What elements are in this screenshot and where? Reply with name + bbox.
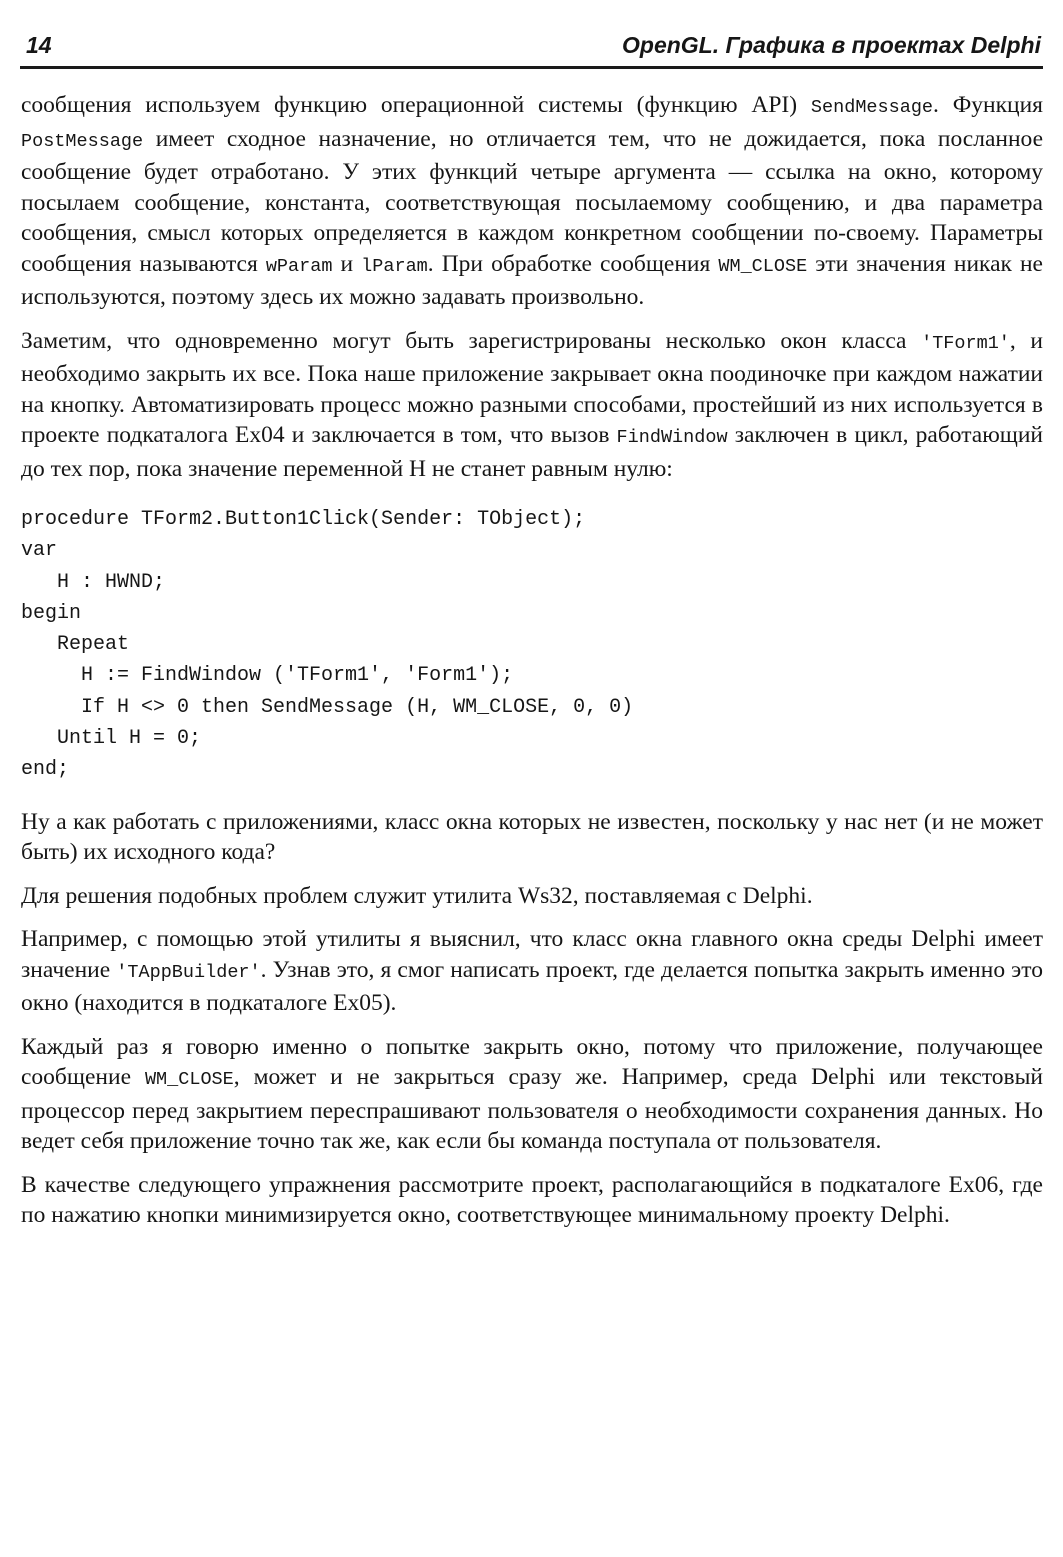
text: , может и не закрыться сразу же. Например, среда Delphi или текстовый процессор перед закрытием переспрашивают пользователя о необходимости сохранения данных. Но ведет себя приложение точно так же, как если бы команда поступала от пользователя. xyxy=(21,1064,1044,1155)
paragraph-2 xyxy=(21,326,1043,485)
text: . Узнав это, я смог написать проект, где делается попытка закрыть именно это окно (находится в подкаталоге Ex05). xyxy=(21,956,1043,1017)
inline-code-wm-close: WM_CLOSE xyxy=(144,1069,234,1091)
text: Заметим, что одновременно могут быть зарегистрированы несколько окон класса xyxy=(21,327,922,354)
text: Каждый раз я говорю именно о попытке закрыть окно, потому что приложение, получающее сообщение xyxy=(21,1033,1043,1091)
code-listing: procedure TForm2.Button1Click(Sender: TObject); var H : HWND; begin Repeat H := FindWindow ('TForm1', 'Form1'); If H <> 0 then SendMessage (H, WM_CLOSE, 0, 0) Until H = 0; end; xyxy=(21,508,634,782)
paragraph-1 xyxy=(21,90,1043,313)
inline-code-lparam: lParam xyxy=(361,255,428,277)
inline-code-findwindow: FindWindow xyxy=(616,427,728,448)
page-header xyxy=(20,30,1043,69)
page-body xyxy=(21,90,1043,1244)
page-number: 14 xyxy=(26,32,52,58)
text: В качестве следующего упражнения рассмотрите проект, располагающийся в подкаталоге Ex06, где по нажатию кнопки минимизируется окно, соответствующее минимальному проекту Delphi. xyxy=(21,1171,1043,1229)
paragraph-6 xyxy=(21,1032,1043,1157)
inline-code-sendmessage: SendMessage xyxy=(810,97,934,118)
paragraph-4 xyxy=(21,881,1043,912)
text: заключен в цикл, работающий до тех пор, пока значение переменной H не станет равным нулю: xyxy=(21,422,1044,482)
text: . При обработке сообщения xyxy=(427,250,719,277)
text: сообщения используем функцию операционной системы (функцию API) xyxy=(21,92,811,118)
paragraph-3 xyxy=(21,807,1043,868)
text: Ну а как работать с приложениями, класс окна которых не известен, поскольку у нас нет (и не может быть) их исходного кода? xyxy=(21,808,1043,866)
running-title: OpenGL. Графика в проектах Delphi xyxy=(622,32,1041,58)
text: Например, с помощью этой утилиты я выяснил, что класс окна главного окна среды Delphi имеет значение xyxy=(21,926,1043,983)
paragraph-7 xyxy=(21,1170,1043,1231)
text: . Функция xyxy=(933,92,1043,118)
paragraph-5 xyxy=(21,924,1043,1019)
inline-code-postmessage: PostMessage xyxy=(21,130,144,152)
text: и xyxy=(332,250,362,277)
text: эти значения никак не используются, поэтому здесь их можно задавать произвольно. xyxy=(21,250,1043,310)
inline-code-tappbuilder: 'TAppBuilder' xyxy=(116,961,261,983)
inline-code-tform1: 'TForm1' xyxy=(921,332,1010,354)
inline-code-wparam: wParam xyxy=(265,255,333,277)
inline-code-wm-close: WM_CLOSE xyxy=(718,255,808,277)
text: Для решения подобных проблем служит утилита Ws32, поставляемая с Delphi. xyxy=(21,882,813,909)
text: имеет сходное назначение, но отличается тем, что не дожидается, пока посланное сообщение будет отработано. У этих функций четыре аргумента — ссылка на окно, которому посылаем сообщение, константа, соответствующая посылаемому сообщению, и два параметра сообщения, смысл которых определяется в каждом конкретном сообщении по-своему. Параметры сообщения называются xyxy=(21,125,1043,277)
text: , и необходимо закрыть их все. Пока наше приложение закрывает окна поодиночке при каждом нажатии на кнопку. Автоматизировать процесс можно разными способами, простейший из них используется в проекте подкаталога Ex04 и заключается в том, что вызов xyxy=(21,327,1043,448)
